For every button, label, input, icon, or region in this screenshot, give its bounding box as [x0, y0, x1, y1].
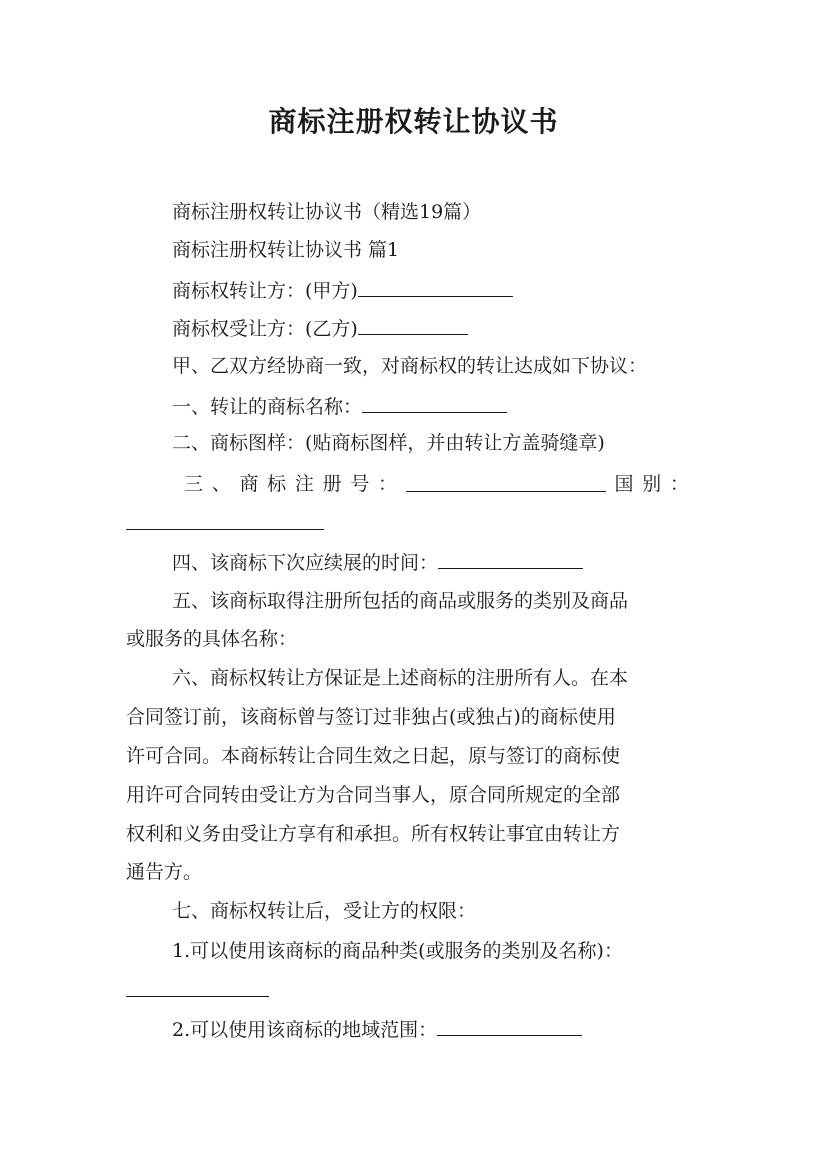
- clause-2: 二、商标图样：(贴商标图样，并由转让方盖骑缝章): [172, 432, 605, 454]
- clause-1-label: 一、转让的商标名称：: [172, 396, 363, 418]
- clause-4: [126, 549, 747, 575]
- clause-3-char: 国: [614, 473, 634, 495]
- clause-6-line-1: 六、商标权转让方保证是上述商标的注册所有人。在本: [172, 667, 629, 689]
- transferee-line: [126, 315, 747, 341]
- clause-7-item-1: 1.可以使用该商标的商品种类(或服务的类别及名称)：: [172, 940, 623, 962]
- clause-6-line-5: 权利和义务由受让方享有和承担。所有权转让事宜由转让方: [126, 823, 621, 845]
- clause-7: 七、商标权转让后，受让方的权限：: [172, 900, 477, 922]
- clause-6-line-3: 许可合同。本商标转让合同生效之日起，原与签订的商标使: [126, 745, 621, 767]
- transferor-line: [126, 277, 747, 303]
- clause-3: [126, 472, 701, 496]
- registration-number-blank[interactable]: [406, 472, 606, 492]
- clause-3-char: 、: [211, 473, 231, 495]
- clause-3-char: 商: [239, 473, 259, 495]
- document-title: 商标注册权转让协议书: [268, 105, 559, 138]
- transferee-blank[interactable]: [358, 315, 468, 335]
- clause-6-line-2: 合同签订前，该商标曾与签订过非独占(或独占)的商标使用: [126, 706, 616, 728]
- clause-5-line-2: 或服务的具体名称：: [126, 628, 298, 650]
- renewal-date-blank[interactable]: [438, 549, 583, 569]
- clause-4-label: 四、该商标下次应续展的时间：: [172, 552, 439, 574]
- clause-3-char: 标: [267, 473, 287, 495]
- clause-7-item-2-label: 2.可以使用该商标的地域范围：: [172, 1019, 438, 1041]
- clause-5-line-1: 五、该商标取得注册所包括的商品或服务的类别及商品: [172, 590, 629, 612]
- clause-3-char: 别: [642, 473, 662, 495]
- trademark-name-blank[interactable]: [362, 393, 507, 413]
- clause-3-char: 三: [184, 473, 204, 495]
- territory-blank[interactable]: [437, 1016, 582, 1036]
- preamble: 甲、乙双方经协商一致，对商标权的转让达成如下协议：: [172, 355, 648, 377]
- country-blank[interactable]: [126, 510, 324, 530]
- clause-7-item-2: [126, 1016, 747, 1042]
- country-line: [126, 510, 701, 536]
- clause-3-char: 册: [322, 473, 342, 495]
- goods-category-blank[interactable]: [126, 977, 269, 997]
- document-subtitle: 商标注册权转让协议书（精选19篇）: [172, 201, 482, 223]
- goods-category-line: [126, 977, 701, 1003]
- clause-6-line-4: 用许可合同转由受让方为合同当事人，原合同所规定的全部: [126, 784, 621, 806]
- clause-3-char: 号: [350, 473, 370, 495]
- clause-3-char: ：: [378, 473, 398, 495]
- clause-3-char: 注: [294, 473, 314, 495]
- clause-3-char: ：: [669, 473, 689, 495]
- article-heading: 商标注册权转让协议书 篇1: [172, 239, 400, 261]
- transferor-blank[interactable]: [358, 277, 513, 297]
- transferee-label: 商标权受让方：(乙方): [172, 318, 358, 340]
- transferor-label: 商标权转让方：(甲方): [172, 280, 358, 302]
- clause-6-line-6: 通告方。: [126, 861, 203, 883]
- clause-1: [126, 393, 747, 419]
